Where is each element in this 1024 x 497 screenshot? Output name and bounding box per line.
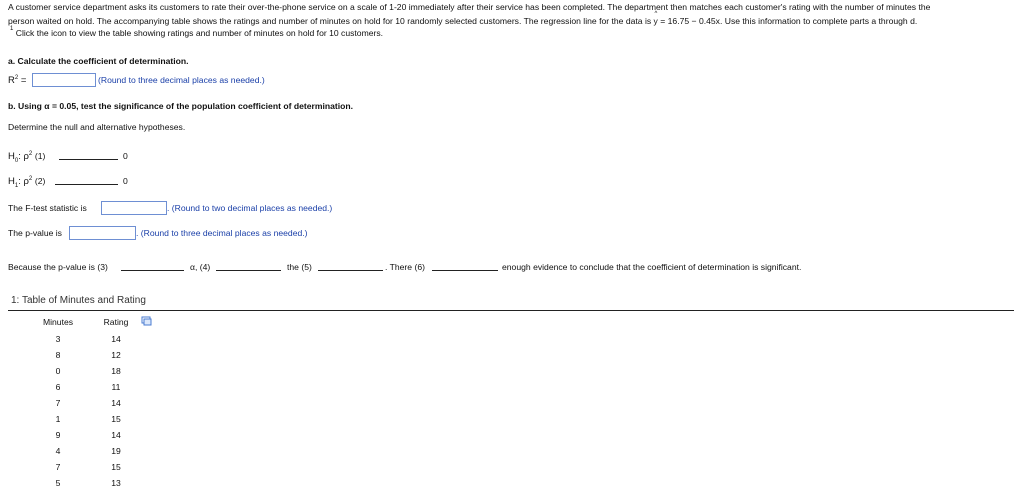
part-a-label: a. Calculate the coefficient of determination. xyxy=(8,56,189,66)
table-cell-rating: 15 xyxy=(111,414,121,424)
copy-table-icon[interactable] xyxy=(141,316,152,328)
part-b-label: b. Using α = 0.05, test the significance of the population coefficient of determination. xyxy=(8,101,354,111)
table-cell-rating: 15 xyxy=(111,462,121,472)
blank-3-dropdown[interactable] xyxy=(121,261,184,271)
table-cell-minutes: 8 xyxy=(55,350,61,360)
table-cell-minutes: 4 xyxy=(55,446,61,456)
h1-value: 0 xyxy=(123,176,128,186)
h0-dropdown[interactable] xyxy=(59,150,118,160)
table-cell-rating: 18 xyxy=(111,366,121,376)
conclusion-text-4: . There (6) xyxy=(385,262,425,272)
table-cell-rating: 19 xyxy=(111,446,121,456)
table-cell-rating: 14 xyxy=(111,430,121,440)
table-cell-minutes: 3 xyxy=(55,334,61,344)
footnote-mark: 1 xyxy=(10,26,14,33)
p-value-label: The p-value is xyxy=(8,228,62,238)
table-cell-rating: 13 xyxy=(111,478,121,488)
table-cell-minutes: 7 xyxy=(55,462,61,472)
r2-label: $R^2$ = xyxy=(8,75,27,87)
footnote-text: Click the icon to view the table showing ratings and number of minutes on hold for 10 customers. xyxy=(15,28,384,38)
table-cell-rating: 11 xyxy=(111,382,121,392)
conclusion-text-2: α, (4) xyxy=(190,262,211,272)
table-cell-rating: 12 xyxy=(111,350,121,360)
table-cell-minutes: 5 xyxy=(55,478,61,488)
f-stat-hint: . (Round to two decimal places as needed.) xyxy=(167,203,333,213)
header-minutes: Minutes xyxy=(42,317,74,327)
h1-dropdown[interactable] xyxy=(55,175,118,185)
f-stat-label: The F-test statistic is xyxy=(8,203,87,213)
intro-line-2 xyxy=(8,11,918,26)
conclusion-text-1: Because the p-value is (3) xyxy=(8,262,108,272)
intro-line-2b: = 16.75 − 0.45x. Use this information to complete parts a through d. xyxy=(660,16,918,26)
f-stat-input[interactable] xyxy=(101,201,167,215)
table-cell-rating: 14 xyxy=(111,334,121,344)
conclusion-text-5: enough evidence to conclude that the coefficient of determination is significant. xyxy=(502,262,802,272)
p-value-input[interactable] xyxy=(69,226,136,240)
h1-row: $H_1$: $\rho^2$ (2) xyxy=(8,176,46,190)
footnote-link[interactable] xyxy=(10,28,383,38)
h0-row: $H_0$: $\rho^2$ (1) xyxy=(8,151,46,165)
r2-input[interactable] xyxy=(32,73,96,87)
h0-value: 0 xyxy=(123,151,128,161)
table-cell-minutes: 7 xyxy=(55,398,61,408)
r2-hint: (Round to three decimal places as needed.) xyxy=(98,75,265,85)
hypotheses-prompt: Determine the null and alternative hypotheses. xyxy=(8,122,186,132)
table-title-rule xyxy=(8,310,1014,311)
table-title: 1: Table of Minutes and Rating xyxy=(11,295,146,306)
p-value-hint: . (Round to three decimal places as needed.) xyxy=(136,228,308,238)
blank-6-dropdown[interactable] xyxy=(432,261,498,271)
y-hat-symbol: ^ y xyxy=(653,11,658,26)
blank-4-dropdown[interactable] xyxy=(216,261,281,271)
table-cell-minutes: 6 xyxy=(55,382,61,392)
blank-5-dropdown[interactable] xyxy=(318,261,383,271)
table-cell-minutes: 1 xyxy=(55,414,61,424)
intro-line-1: A customer service department asks its customers to rate their over-the-phone service on a scale of 1-20 immediately after their service has been completed. The department then matches each customer's rating with the number of minutes the xyxy=(8,2,931,12)
conclusion-text-3: the (5) xyxy=(287,262,312,272)
table-cell-rating: 14 xyxy=(111,398,121,408)
table-cell-minutes: 9 xyxy=(55,430,61,440)
table-cell-minutes: 0 xyxy=(55,366,61,376)
intro-line-2a: person waited on hold. The accompanying table shows the ratings and number of minutes on hold for 10 randomly selected customers. The regression line for the data is xyxy=(8,16,652,26)
header-rating: Rating xyxy=(103,317,129,327)
